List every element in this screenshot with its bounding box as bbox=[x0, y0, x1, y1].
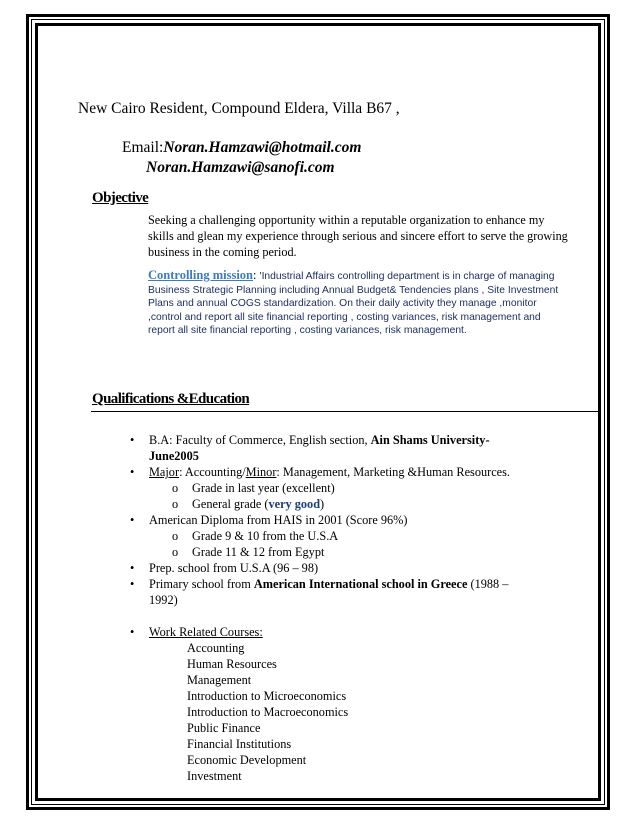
list-item-primary-school bbox=[130, 576, 580, 608]
prep-school-text: Prep. school from U.S.A (96 – 98) bbox=[149, 561, 319, 575]
major-label: Major bbox=[149, 465, 180, 479]
email-label: Email: bbox=[122, 139, 164, 156]
list-item-prep-school bbox=[130, 560, 580, 576]
sub-item-grade-11-12 bbox=[130, 544, 580, 560]
circle-bullet-icon: o bbox=[172, 497, 179, 511]
qualifications-heading: Qualifications &Education bbox=[92, 391, 250, 407]
circle-bullet-icon: o bbox=[172, 481, 179, 495]
bullet-icon: • bbox=[130, 513, 135, 527]
email-secondary[interactable]: Noran.Hamzawi@sanofi.com bbox=[146, 159, 335, 176]
bullet-icon: • bbox=[130, 577, 135, 591]
list-item-ba bbox=[130, 432, 580, 464]
grade-last-text: Grade in last year (excellent) bbox=[192, 481, 335, 495]
course-item: Accounting bbox=[187, 641, 245, 655]
bullet-icon: • bbox=[130, 433, 135, 447]
courses-list bbox=[130, 640, 580, 784]
course-item: Management bbox=[187, 673, 252, 687]
objective-text: Seeking a challenging opportunity within a reputable organization to enhance my skills and glean my experience through serious and sincere effort to serve the growing business in the coming period. bbox=[148, 213, 568, 259]
bullet-icon: • bbox=[130, 625, 135, 639]
circle-bullet-icon: o bbox=[172, 545, 179, 559]
ba-text: B.A: Faculty of Commerce, English section, bbox=[149, 433, 371, 447]
objective-heading: Objective bbox=[92, 190, 149, 206]
grade-9-10-text: Grade 9 & 10 from the U.S.A bbox=[192, 529, 339, 543]
spacer bbox=[130, 608, 580, 624]
primary-suffix: (1988 – bbox=[467, 577, 509, 591]
course-item: Introduction to Microeconomics bbox=[187, 689, 347, 703]
general-grade-line bbox=[170, 496, 580, 512]
email-line-1 bbox=[122, 139, 361, 157]
grade-11-12-text: Grade 11 & 12 from Egypt bbox=[192, 545, 325, 559]
primary-years: 1992) bbox=[149, 593, 178, 607]
list-item-courses bbox=[130, 624, 580, 640]
email-primary[interactable]: Noran.Hamzawi@hotmail.com bbox=[163, 139, 362, 156]
qualifications-list bbox=[130, 432, 580, 784]
section-divider bbox=[91, 411, 601, 412]
bullet-icon: • bbox=[130, 561, 135, 575]
american-diploma-text: American Diploma from HAIS in 2001 (Score 96%) bbox=[149, 513, 408, 527]
minor-text: : Management, Marketing &Human Resources. bbox=[276, 465, 511, 479]
courses-label: Work Related Courses: bbox=[149, 625, 263, 639]
general-grade-value: very good bbox=[268, 497, 321, 511]
sub-item-grade-9-10 bbox=[130, 528, 580, 544]
list-item-american-diploma bbox=[130, 512, 580, 528]
general-grade-suffix: ) bbox=[320, 497, 325, 511]
course-item: Human Resources bbox=[187, 657, 277, 671]
ba-university: Ain Shams University- bbox=[370, 433, 490, 447]
course-item: Introduction to Macroeconomics bbox=[187, 705, 349, 719]
ba-date: June2005 bbox=[149, 449, 199, 463]
course-item: Economic Development bbox=[187, 753, 307, 767]
sub-item-grade-last bbox=[130, 480, 580, 496]
course-item: Public Finance bbox=[187, 721, 261, 735]
primary-school-name: American International school in Greece bbox=[253, 577, 468, 591]
sub-item-general-grade bbox=[130, 496, 580, 512]
mission-label: Controlling mission bbox=[148, 268, 253, 282]
course-item: Financial Institutions bbox=[187, 737, 292, 751]
major-text: : Accounting/ bbox=[179, 465, 246, 479]
general-grade-prefix: General grade ( bbox=[192, 497, 269, 511]
primary-prefix: Primary school from bbox=[149, 577, 254, 591]
mission-colon: : bbox=[253, 268, 260, 282]
mission-text: 'Industrial Affairs controlling department is in charge of managing Business Strategic Planning including Annual Budget& Tendencies plans , Site Investment Plans and annual COGS standardization. On their daily activity they manage ,monitor ,control and report all site financial reporting , costing variances, risk management and report all site financial reporting , costing variances, risk management. bbox=[148, 271, 559, 336]
list-item-major bbox=[130, 464, 580, 480]
controlling-mission bbox=[148, 269, 568, 338]
bullet-icon: • bbox=[130, 465, 135, 479]
circle-bullet-icon: o bbox=[172, 529, 179, 543]
minor-label: Minor bbox=[245, 465, 277, 479]
course-item: Investment bbox=[187, 769, 242, 783]
address: New Cairo Resident, Compound Eldera, Villa B67 , bbox=[78, 100, 400, 117]
